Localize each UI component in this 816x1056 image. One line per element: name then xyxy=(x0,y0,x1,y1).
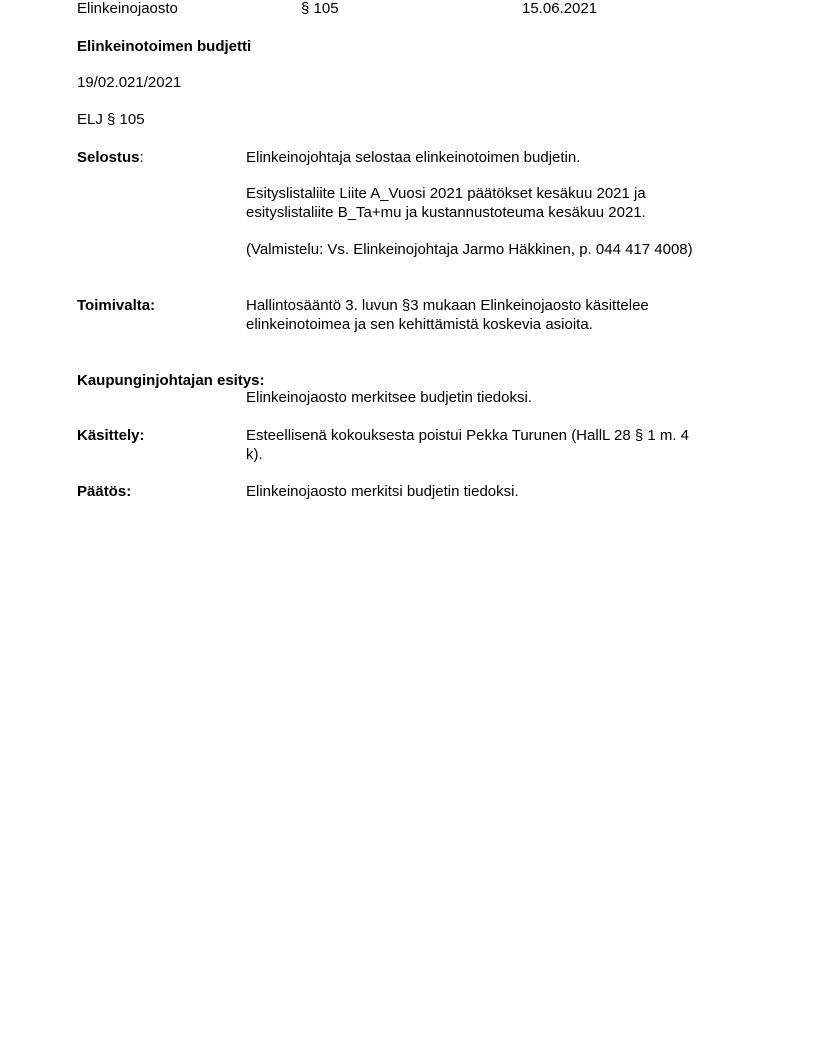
kasittely-label: Käsittely: xyxy=(77,427,145,444)
esitys-text: Elinkeinojaosto merkitsee budjetin tiedoksi. xyxy=(246,389,532,406)
toimivalta-label: Toimivalta: xyxy=(77,297,156,314)
header-committee: Elinkeinojaosto xyxy=(77,0,178,17)
kasittely-line-1: Esteellisenä kokouksesta poistui Pekka Turunen (HallL 28 § 1 m. 4 xyxy=(246,427,690,444)
kasittely-line-2: k). xyxy=(246,446,263,463)
toimivalta-line-2: elinkeinotoimea ja sen kehittämistä koskevia asioita. xyxy=(246,316,593,333)
selostus-label xyxy=(77,149,144,167)
paatos-label: Päätös: xyxy=(77,483,132,500)
header-date: 15.06.2021 xyxy=(522,0,598,17)
document-title: Elinkeinotoimen budjetti xyxy=(77,38,252,55)
selostus-paragraph-2-line-1: Esityslistaliite Liite A_Vuosi 2021 päätökset kesäkuu 2021 ja xyxy=(246,185,646,202)
record-number: 19/02.021/2021 xyxy=(77,74,182,91)
header-section: § 105 xyxy=(301,0,339,17)
toimivalta-line-1: Hallintosääntö 3. luvun §3 mukaan Elinkeinojaosto käsittelee xyxy=(246,297,649,314)
selostus-paragraph-2-line-2: esityslistaliite B_Ta+mu ja kustannustoteuma kesäkuu 2021. xyxy=(246,204,646,221)
selostus-label-colon: : xyxy=(139,149,144,166)
selostus-paragraph-1: Elinkeinojohtaja selostaa elinkeinotoimen budjetin. xyxy=(246,149,581,166)
selostus-label-text: Selostus xyxy=(77,149,140,166)
esitys-label: Kaupunginjohtajan esitys: xyxy=(77,372,265,389)
reference: ELJ § 105 xyxy=(77,111,145,128)
paatos-text: Elinkeinojaosto merkitsi budjetin tiedoksi. xyxy=(246,483,519,500)
selostus-paragraph-3: (Valmistelu: Vs. Elinkeinojohtaja Jarmo Häkkinen, p. 044 417 4008) xyxy=(246,241,693,258)
